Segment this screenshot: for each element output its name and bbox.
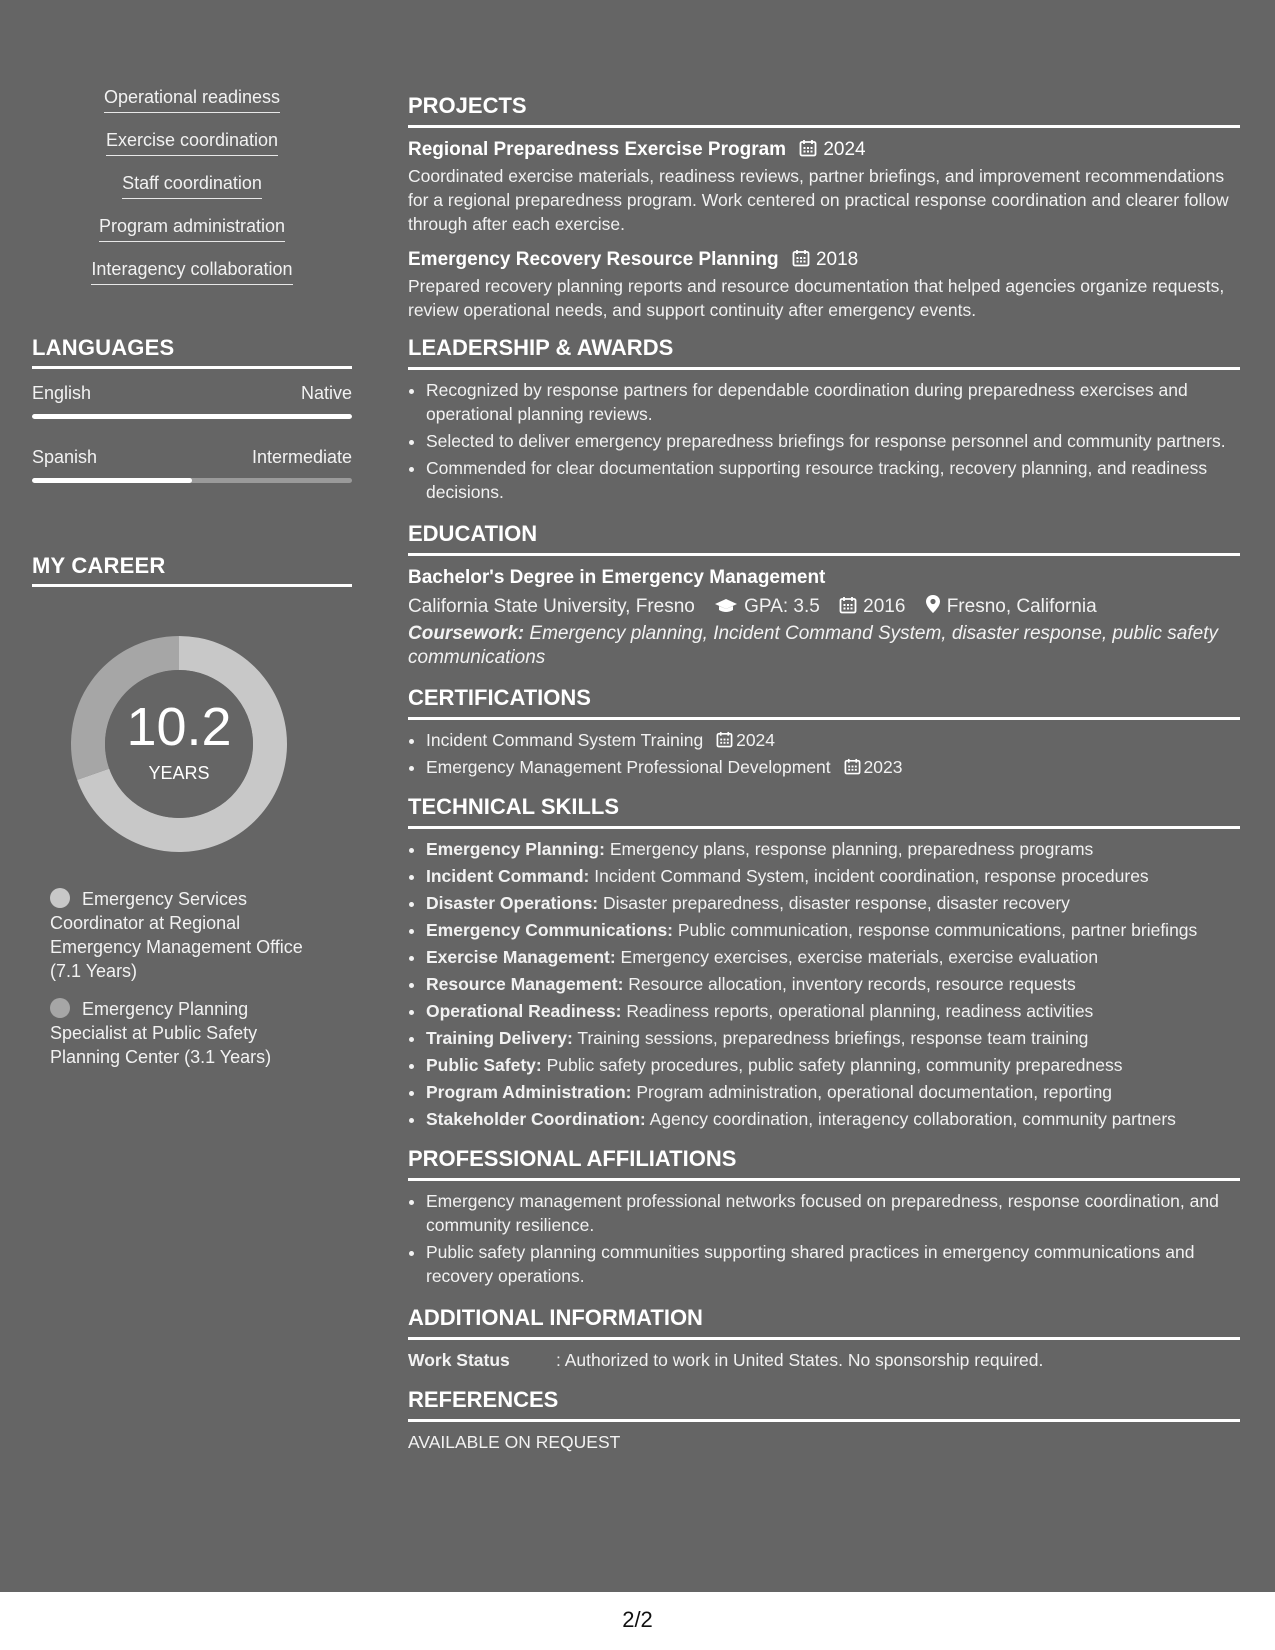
certifications-heading: CERTIFICATIONS [408, 684, 1240, 720]
career-total-years: 10.2 [126, 697, 232, 757]
skill-label: Disaster Operations: [426, 893, 599, 913]
language-level: Intermediate [251, 447, 352, 467]
affiliation-item: • Emergency management professional networks focused on preparedness, response coordination, and community resilience. [426, 1189, 1240, 1237]
coursework-text: Emergency planning, Incident Command System, disaster response, public safety communications [408, 623, 1218, 668]
language-item [32, 447, 352, 483]
certification-name: Emergency Management Professional Development [426, 757, 831, 777]
education-location: Fresno, California [946, 596, 1097, 617]
technical-skill-item [426, 1107, 1240, 1131]
certification-year: 2024 [736, 730, 776, 750]
skill-label: Program Administration: [426, 1082, 632, 1102]
education-degree: Bachelor's Degree in Emergency Management [408, 567, 826, 588]
project-description: Coordinated exercise materials, readiness reviews, partner briefings, and improvement recommendations for a regional preparedness program. Work centered on practical response coordination and clearer follow through after each exercise. [408, 166, 1229, 234]
project-year: 2024 [823, 139, 866, 160]
work-status-row [408, 1348, 1240, 1372]
language-item [32, 383, 352, 419]
skill-label: Public Safety: [426, 1055, 542, 1075]
certification-name: Incident Command System Training [426, 730, 704, 750]
skill-text: Readiness reports, operational planning, readiness activities [626, 1001, 1094, 1021]
skill-text: Training sessions, preparedness briefings, response team training [577, 1028, 1089, 1048]
skill-label: Stakeholder Coordination: [426, 1109, 646, 1129]
language-level: Native [300, 383, 352, 403]
references-heading: REFERENCES [408, 1386, 1240, 1422]
technical-skill-item [426, 1080, 1240, 1104]
technical-skill-item [426, 891, 1240, 915]
legend-dot [50, 998, 70, 1018]
leadership-heading: LEADERSHIP & AWARDS [408, 334, 1240, 370]
technical-skills-heading: TECHNICAL SKILLS [408, 793, 1240, 829]
language-name: English [32, 383, 92, 403]
languages-heading: LANGUAGES [32, 335, 352, 369]
skill-text: Resource allocation, inventory records, resource requests [628, 974, 1076, 994]
leadership-item: • Selected to deliver emergency preparedness briefings for response personnel and community partners. [426, 429, 1240, 453]
project-item [408, 246, 1240, 322]
calendar-icon [799, 139, 817, 157]
language-proficiency-fill [32, 414, 352, 419]
technical-skill-item [426, 1026, 1240, 1050]
legend-dot [50, 888, 70, 908]
projects-heading: PROJECTS [408, 92, 1240, 128]
certification-item [426, 755, 1240, 779]
skill-label: Training Delivery: [426, 1028, 573, 1048]
skill-tag: Operational readiness [104, 86, 280, 113]
calendar-icon [792, 249, 810, 267]
skill-text: Agency coordination, interagency collaboration, community partners [649, 1109, 1176, 1129]
career-years-label: YEARS [148, 763, 210, 783]
technical-skill-item [426, 918, 1240, 942]
education-year: 2016 [863, 596, 906, 617]
affiliation-item: • Public safety planning communities supporting shared practices in emergency communications and recovery operations. [426, 1240, 1240, 1288]
skill-label: Emergency Planning: [426, 839, 605, 859]
calendar-icon [839, 596, 857, 614]
leadership-item: • Recognized by response partners for dependable coordination during preparedness exercises and operational planning reviews. [426, 378, 1240, 426]
skill-tag: Interagency collaboration [91, 258, 292, 285]
certification-year: 2023 [863, 757, 903, 777]
technical-skill-item [426, 972, 1240, 996]
skill-text: Emergency plans, response planning, preparedness programs [609, 839, 1094, 859]
language-proficiency-bar [32, 414, 352, 419]
skill-tag-list [32, 86, 352, 301]
career-legend-text: Emergency Planning Specialist at Public Safety Planning Center (3.1 Years) [50, 999, 272, 1067]
coursework-label: Coursework: [408, 623, 525, 644]
career-legend-text: Emergency Services Coordinator at Regional Emergency Management Office (7.1 Years) [50, 889, 303, 981]
work-status-value: : Authorized to work in United States. No sponsorship required. [556, 1350, 1044, 1370]
career-heading: MY CAREER [32, 553, 352, 587]
career-donut-chart [66, 631, 292, 857]
skill-text: Emergency exercises, exercise materials, exercise evaluation [620, 947, 1099, 967]
work-status-label: Work Status [408, 1350, 510, 1370]
career-legend-item [50, 997, 330, 1069]
language-proficiency-fill [32, 478, 192, 483]
career-legend-item [50, 887, 330, 983]
technical-skill-item [426, 864, 1240, 888]
page-number: 2/2 [0, 1592, 1275, 1650]
references-text: AVAILABLE ON REQUEST [408, 1432, 621, 1452]
skill-label: Operational Readiness: [426, 1001, 622, 1021]
skill-label: Incident Command: [426, 866, 590, 886]
map-pin-icon [925, 594, 941, 614]
technical-skills-list [408, 837, 1240, 1131]
education-gpa: GPA: 3.5 [744, 596, 820, 617]
leadership-item: • Commended for clear documentation supporting resource tracking, recovery planning, and readiness decisions. [426, 456, 1240, 504]
graduation-cap-icon [714, 598, 738, 614]
skill-tag: Exercise coordination [106, 129, 278, 156]
calendar-icon [716, 731, 733, 748]
technical-skill-item [426, 837, 1240, 861]
skill-text: Incident Command System, incident coordination, response procedures [594, 866, 1149, 886]
language-name: Spanish [32, 447, 98, 467]
sidebar [32, 86, 352, 1083]
skill-text: Program administration, operational documentation, reporting [636, 1082, 1113, 1102]
skill-label: Resource Management: [426, 974, 624, 994]
certifications-list [408, 728, 1240, 779]
skill-label: Exercise Management: [426, 947, 616, 967]
leadership-list [408, 378, 1240, 504]
project-year: 2018 [815, 249, 859, 270]
project-title: Emergency Recovery Resource Planning [408, 249, 779, 270]
project-item [408, 136, 1240, 236]
technical-skill-item [426, 1053, 1240, 1077]
skill-text: Public safety procedures, public safety planning, community preparedness [546, 1055, 1123, 1075]
certification-item [426, 728, 1240, 752]
skill-tag: Staff coordination [122, 172, 262, 199]
education-coursework [408, 622, 1240, 670]
project-description: Prepared recovery planning reports and resource documentation that helped agencies organize requests, review operational needs, and support continuity after emergency events. [408, 276, 1225, 320]
technical-skill-item [426, 945, 1240, 969]
project-title: Regional Preparedness Exercise Program [408, 139, 787, 160]
calendar-icon [844, 758, 861, 775]
skill-tag: Program administration [99, 215, 285, 242]
additional-info-heading: ADDITIONAL INFORMATION [408, 1304, 1240, 1340]
education-school: California State University, Fresno [408, 596, 695, 617]
technical-skill-item [426, 999, 1240, 1023]
skill-text: Disaster preparedness, disaster response, disaster recovery [603, 893, 1070, 913]
skill-label: Emergency Communications: [426, 920, 673, 940]
affiliations-list [408, 1189, 1240, 1288]
language-proficiency-bar [32, 478, 352, 483]
main-content [408, 92, 1240, 1454]
skill-text: Public communication, response communications, partner briefings [677, 920, 1198, 940]
education-meta [408, 592, 1240, 622]
affiliations-heading: PROFESSIONAL AFFILIATIONS [408, 1145, 1240, 1181]
career-legend [50, 887, 330, 1069]
education-heading: EDUCATION [408, 520, 1240, 556]
